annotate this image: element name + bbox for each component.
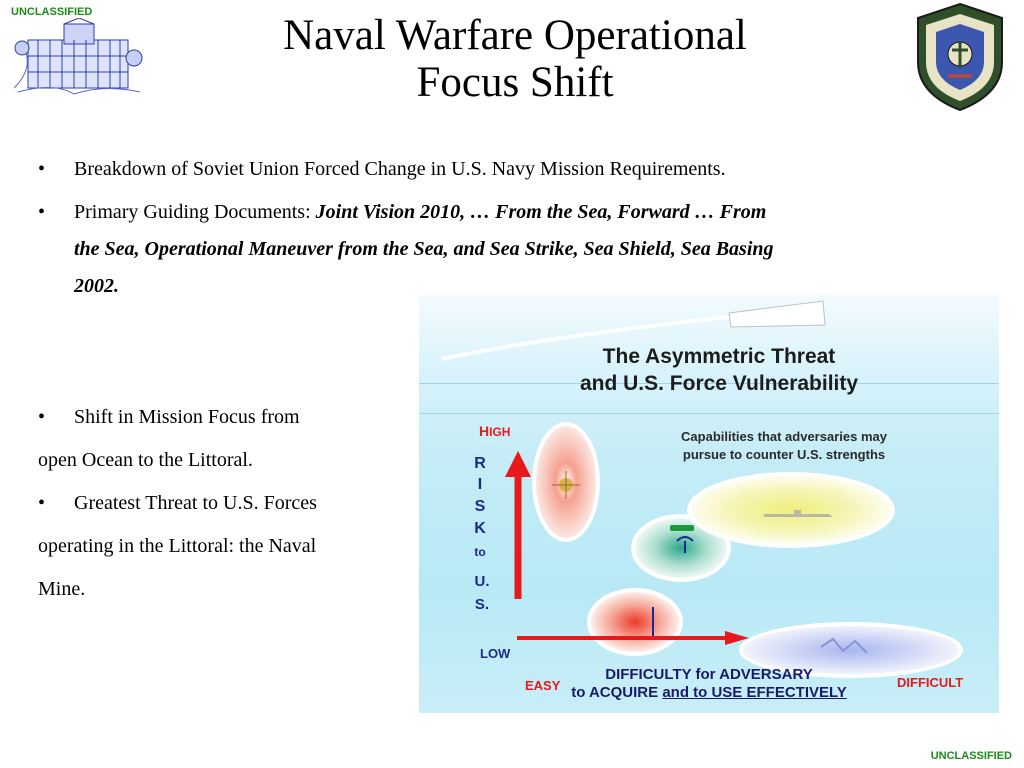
mission-focus-line-1: Shift in Mission Focus from xyxy=(74,406,300,428)
x-axis-line-2 xyxy=(479,684,939,702)
building-logo xyxy=(14,18,144,96)
high-letter-h: H xyxy=(479,423,490,439)
mission-focus-line-2: open Ocean to the Littoral. xyxy=(38,449,253,471)
risk-letter-s: S xyxy=(474,498,486,515)
risk-letter-i: I xyxy=(477,476,483,493)
bullet-symbol: • xyxy=(38,492,46,514)
figure-title-line-1: The Asymmetric Threat xyxy=(602,345,836,368)
figure-title-line-2: and U.S. Force Vulnerability xyxy=(579,372,859,395)
figure-caption xyxy=(649,428,919,464)
bullet-guiding-documents xyxy=(38,194,978,305)
y-axis-arrow-head xyxy=(505,451,531,477)
submarine-ellipse xyxy=(691,476,891,544)
missile-icon xyxy=(729,301,825,327)
bullet-mission-focus xyxy=(38,396,418,482)
threat-line-2: operating in the Littoral: the Naval xyxy=(38,535,317,557)
x-axis-difficult-label: DIFFICULT xyxy=(897,675,964,690)
figure-title xyxy=(419,343,999,397)
y-axis-low-label: LOW xyxy=(480,646,511,661)
caption-line-2: pursue to counter U.S. strengths xyxy=(682,447,886,462)
risk-letter-k: K xyxy=(474,520,486,537)
bullet-text: Breakdown of Soviet Union Forced Change in U.S. Navy Mission Requirements. xyxy=(74,158,726,180)
bullet-prefix: Primary Guiding Documents: xyxy=(74,201,316,223)
x-axis-line-2-underlined: and to USE EFFECTIVELY xyxy=(662,684,847,701)
title-line-1: Naval Warfare Operational xyxy=(283,12,747,59)
mine-ellipse xyxy=(591,592,679,652)
bullet-greatest-threat xyxy=(38,482,418,611)
submarine-small-icon xyxy=(670,525,694,531)
documents-line-2: the Sea, Operational Maneuver from the Sea, and Sea Strike, Sea Shield, Sea Basing xyxy=(74,238,774,260)
x-axis-title xyxy=(479,666,939,702)
bullet-symbol: • xyxy=(38,406,46,428)
x-axis-line-2-plain: to ACQUIRE xyxy=(571,684,663,701)
documents-line-3: 2002. xyxy=(74,275,119,297)
bullet-soviet-breakdown xyxy=(38,151,998,188)
y-axis-high-label xyxy=(479,423,510,439)
classification-bottom: UNCLASSIFIED xyxy=(930,750,1012,762)
naval-crest-logo xyxy=(910,2,1010,112)
high-rest: IGH xyxy=(489,425,511,439)
documents-line-1: Joint Vision 2010, … From the Sea, Forward … From xyxy=(315,201,767,223)
classification-top: UNCLASSIFIED xyxy=(11,6,93,18)
bullet-text xyxy=(74,194,978,305)
x-axis-line-1: DIFFICULTY for ADVERSARY xyxy=(605,666,813,683)
asymmetric-threat-figure xyxy=(419,295,999,713)
caption-line-1: Capabilities that adversaries may xyxy=(681,429,887,444)
x-axis-easy-label: EASY xyxy=(525,678,561,693)
risk-letter-r: R xyxy=(474,455,486,472)
title-line-2: Focus Shift xyxy=(416,59,614,106)
risk-to: to xyxy=(474,545,486,559)
bullet-symbol: • xyxy=(38,158,46,180)
threat-line-3: Mine. xyxy=(38,578,86,600)
risk-s: S. xyxy=(474,596,490,613)
bullet-symbol: • xyxy=(38,201,46,223)
page-title xyxy=(180,12,850,106)
risk-u: U. xyxy=(474,573,490,590)
threat-line-1: Greatest Threat to U.S. Forces xyxy=(74,492,317,514)
